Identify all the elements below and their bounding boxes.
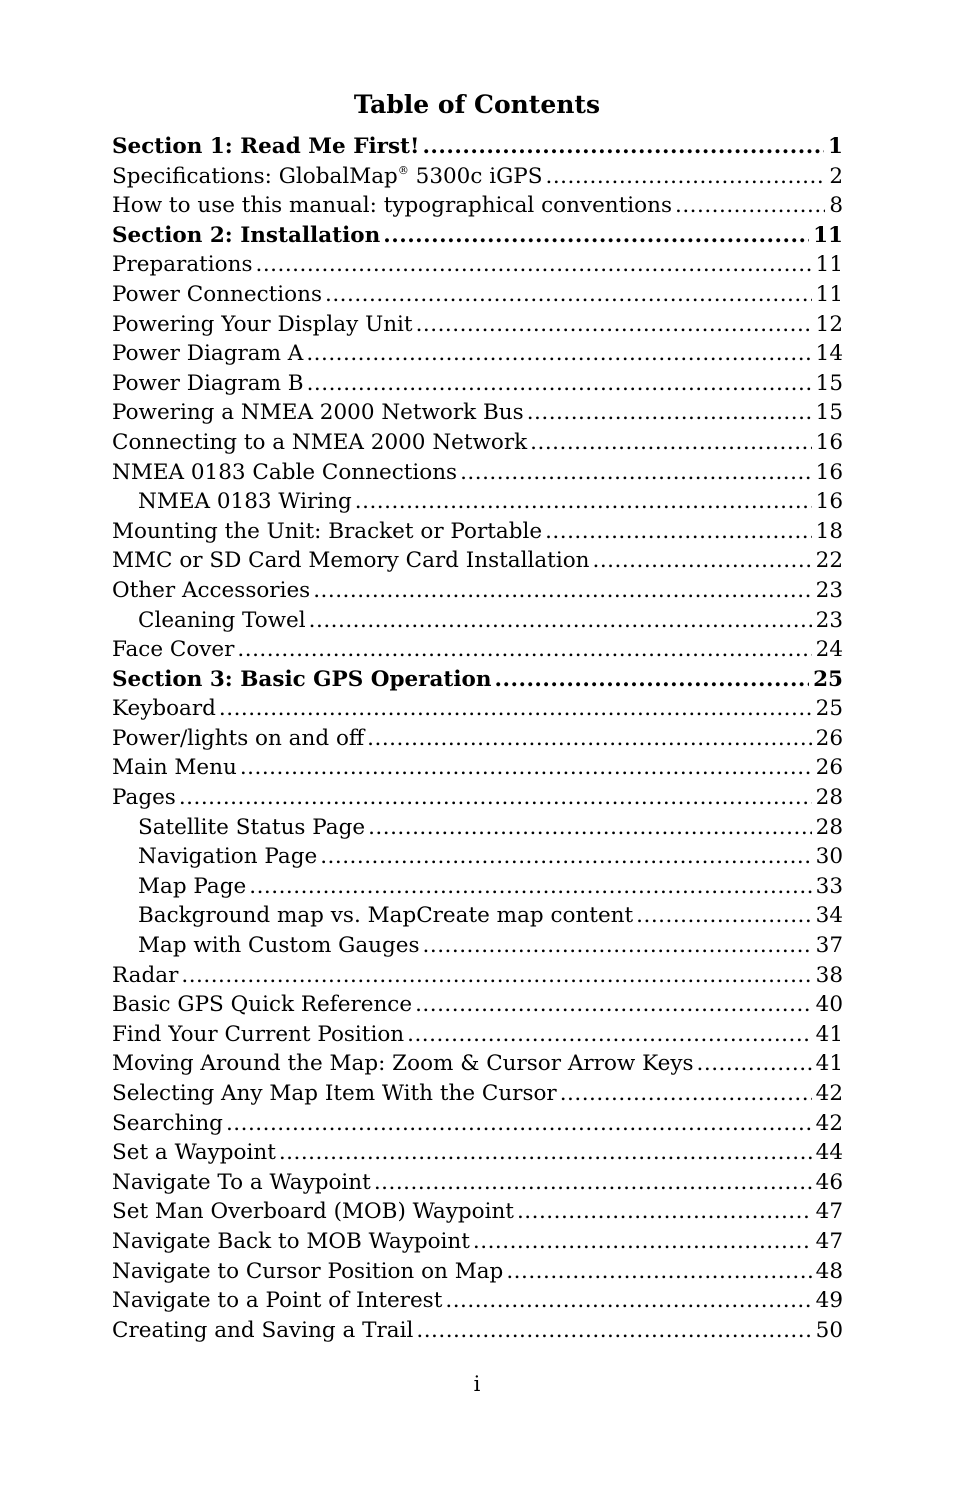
toc-entry[interactable] (112, 191, 843, 221)
toc-entry[interactable] (112, 635, 843, 665)
toc-entry-label: Face Cover (112, 637, 235, 663)
toc-entry-label: Power/lights on and off (112, 725, 365, 751)
toc-entry[interactable] (112, 428, 843, 458)
toc-entry-label: Other Accessories (112, 577, 311, 603)
toc-entry-label: Keyboard (112, 696, 216, 722)
toc-page-number: 46 (815, 1169, 843, 1195)
toc-page-number: 25 (815, 696, 843, 722)
toc-page-number: 15 (815, 370, 843, 396)
toc-page-number: 26 (815, 725, 843, 751)
dot-leader (249, 872, 811, 902)
toc-entry-label: Map with Custom Gauges (138, 933, 420, 959)
toc-page-number: 37 (815, 933, 843, 959)
dot-leader (256, 250, 812, 280)
toc-entry-label: Mounting the Unit: Bracket or Portable (112, 518, 543, 544)
dot-leader (325, 280, 812, 310)
toc-entry[interactable] (112, 694, 843, 724)
toc-entry-label: NMEA 0183 Wiring (138, 489, 352, 515)
toc-entry[interactable] (112, 813, 843, 843)
toc-page-number: 33 (815, 873, 843, 899)
dot-leader (240, 753, 812, 783)
dot-leader (181, 961, 811, 991)
toc-entry-label: Power Connections (112, 281, 322, 307)
dot-leader (383, 221, 809, 251)
toc-entry[interactable] (112, 576, 843, 606)
toc-entry-label: Basic GPS Quick Reference (112, 992, 413, 1018)
toc-entry-label: Connecting to a NMEA 2000 Network (112, 429, 528, 455)
dot-leader (237, 635, 811, 665)
toc-entry[interactable] (112, 162, 843, 192)
toc-entry[interactable] (112, 458, 843, 488)
toc-entry-label: MMC or SD Card Memory Card Installation (112, 548, 590, 574)
toc-page-number: 34 (815, 903, 843, 929)
toc-entry[interactable] (112, 310, 843, 340)
toc-entry[interactable] (112, 250, 843, 280)
toc-entry-label: Find Your Current Position (112, 1021, 405, 1047)
toc-entry[interactable] (112, 753, 843, 783)
toc-entry-label: Navigate To a Waypoint (112, 1169, 371, 1195)
dot-leader (374, 1168, 812, 1198)
toc-entry[interactable] (112, 961, 843, 991)
dot-leader (313, 576, 811, 606)
toc-page-number: 2 (829, 163, 843, 189)
toc-page-number: 22 (815, 548, 843, 574)
dot-leader (320, 842, 811, 872)
page-title: Table of Contents (353, 90, 601, 119)
toc-entry-label: How to use this manual: typographical conventions (112, 193, 672, 219)
toc-page-number: 49 (815, 1288, 843, 1314)
toc-entry[interactable] (112, 546, 843, 576)
toc-entry[interactable] (112, 1227, 843, 1257)
toc-section-heading[interactable] (112, 132, 843, 162)
toc-page-number: 28 (815, 785, 843, 811)
toc-page-number: 42 (815, 1110, 843, 1136)
toc-page-number: 16 (815, 459, 843, 485)
toc-entry[interactable] (112, 1020, 843, 1050)
toc-section-heading[interactable] (112, 665, 843, 695)
toc-entry-label: Set a Waypoint (112, 1140, 276, 1166)
toc-entry-label: Satellite Status Page (138, 814, 366, 840)
toc-entry[interactable] (112, 1049, 843, 1079)
toc-entry-label: Specifications: GlobalMap® 5300c iGPS (112, 163, 543, 189)
toc-page-number: 11 (815, 281, 843, 307)
toc-section-heading[interactable] (112, 221, 843, 251)
dot-leader (367, 724, 811, 754)
toc-page-number: 24 (815, 637, 843, 663)
dot-leader (460, 458, 812, 488)
toc-page-number: 15 (815, 400, 843, 426)
toc-entry-label: Set Man Overboard (MOB) Waypoint (112, 1199, 514, 1225)
toc-entry[interactable] (112, 724, 843, 754)
toc-entry-label: Background map vs. MapCreate map content (138, 903, 634, 929)
toc-entry[interactable] (112, 280, 843, 310)
dot-leader (368, 813, 812, 843)
toc-entry-label: Powering a NMEA 2000 Network Bus (112, 400, 524, 426)
toc-entry-label: Navigation Page (138, 844, 318, 870)
toc-entry-label: Pages (112, 785, 176, 811)
dot-leader (593, 546, 812, 576)
dot-leader (407, 1020, 812, 1050)
toc-entry[interactable] (112, 369, 843, 399)
toc-entry-label: Power Diagram A (112, 341, 304, 367)
toc-entry-label: Cleaning Towel (138, 607, 306, 633)
dot-leader (495, 665, 810, 695)
toc-entry-label: Radar (112, 962, 179, 988)
toc-entry[interactable] (112, 1138, 843, 1168)
toc-entry-label: Selecting Any Map Item With the Cursor (112, 1081, 557, 1106)
dot-leader (219, 694, 812, 724)
toc-page-number: 41 (815, 1051, 843, 1077)
toc-entry-label: Map Page (138, 873, 247, 899)
toc-page-number: 48 (815, 1258, 843, 1284)
dot-leader (179, 783, 812, 813)
toc-entry-label: Navigate Back to MOB Waypoint (112, 1228, 470, 1254)
dot-leader (415, 990, 812, 1020)
toc-entry[interactable] (112, 517, 843, 547)
toc-entry[interactable] (112, 339, 843, 369)
toc-entry-label: Navigate to a Point of Interest (112, 1288, 443, 1314)
toc-entry-label: Searching (112, 1110, 223, 1136)
dot-leader (416, 310, 812, 340)
toc-entry-label: NMEA 0183 Cable Connections (112, 459, 458, 485)
dot-leader (473, 1227, 812, 1257)
toc-entry-label: Navigate to Cursor Position on Map (112, 1258, 504, 1284)
toc-page-number: 42 (815, 1081, 843, 1106)
dot-leader (445, 1286, 811, 1316)
dot-leader (517, 1197, 812, 1227)
toc-entry[interactable] (112, 1168, 843, 1198)
toc-page-number: 23 (815, 577, 843, 603)
table-of-contents-list (112, 132, 843, 1345)
dot-leader (560, 1079, 812, 1109)
toc-page-number: 40 (815, 992, 843, 1018)
toc-entry[interactable] (112, 398, 843, 428)
dot-leader (279, 1138, 812, 1168)
dot-leader (309, 606, 812, 636)
toc-entry[interactable] (112, 1079, 843, 1109)
toc-page-number: 11 (815, 252, 843, 278)
toc-entry[interactable] (112, 1257, 843, 1287)
dot-leader (636, 901, 811, 931)
dot-leader (545, 162, 825, 192)
toc-page-number: 18 (815, 518, 843, 544)
dot-leader (530, 428, 811, 458)
dot-leader (675, 191, 825, 221)
dot-leader (306, 339, 811, 369)
toc-page-number: 23 (815, 607, 843, 633)
toc-entry[interactable] (112, 1316, 843, 1346)
toc-page-number: 28 (815, 814, 843, 840)
toc-page-number: 26 (815, 755, 843, 781)
toc-page-number: 41 (815, 1021, 843, 1047)
toc-entry-label: Preparations (112, 252, 253, 278)
toc-entry-label: Power Diagram B (112, 370, 304, 396)
dot-leader (416, 1316, 811, 1346)
dot-leader (307, 369, 812, 399)
toc-entry[interactable] (112, 990, 843, 1020)
dot-leader (697, 1049, 812, 1079)
toc-entry[interactable] (112, 931, 843, 961)
toc-entry[interactable] (112, 872, 843, 902)
page-number: i (473, 1372, 481, 1396)
toc-entry-label: Section 1: Read Me First! (112, 134, 420, 159)
toc-page-number: 38 (815, 962, 843, 988)
toc-entry-label: Section 3: Basic GPS Operation (112, 666, 492, 692)
toc-entry[interactable] (112, 606, 843, 636)
toc-page-number: 25 (813, 666, 843, 692)
dot-leader (423, 931, 812, 961)
toc-page-number: 12 (815, 311, 843, 337)
toc-page-number: 16 (815, 489, 843, 515)
toc-entry[interactable] (112, 1286, 843, 1316)
toc-page-number: 44 (815, 1140, 843, 1166)
toc-entry[interactable] (112, 901, 843, 931)
toc-page-number: 47 (815, 1199, 843, 1225)
dot-leader (355, 487, 812, 517)
toc-entry[interactable] (112, 783, 843, 813)
toc-page-number: 8 (829, 193, 843, 219)
toc-entry[interactable] (112, 487, 843, 517)
dot-leader (226, 1109, 812, 1139)
toc-entry[interactable] (112, 1197, 843, 1227)
toc-page-number: 11 (813, 222, 843, 248)
toc-page-number: 47 (815, 1228, 843, 1254)
dot-leader (506, 1257, 811, 1287)
dot-leader (422, 132, 824, 162)
dot-leader (545, 517, 812, 547)
toc-entry-label: Main Menu (112, 755, 237, 781)
toc-entry-label: Powering Your Display Unit (112, 311, 413, 337)
toc-entry[interactable] (112, 842, 843, 872)
toc-entry-label: Section 2: Installation (112, 222, 381, 248)
toc-page-number: 16 (815, 429, 843, 455)
toc-entry-label: Creating and Saving a Trail (112, 1317, 414, 1343)
registered-mark: ® (397, 163, 409, 177)
toc-entry[interactable] (112, 1109, 843, 1139)
toc-page-number: 50 (815, 1317, 843, 1343)
toc-page-number: 1 (828, 134, 843, 159)
toc-page-number: 30 (815, 844, 843, 870)
toc-entry-label: Moving Around the Map: Zoom & Cursor Arrow Keys (112, 1051, 694, 1077)
toc-page-number: 14 (815, 341, 843, 367)
dot-leader (527, 398, 812, 428)
